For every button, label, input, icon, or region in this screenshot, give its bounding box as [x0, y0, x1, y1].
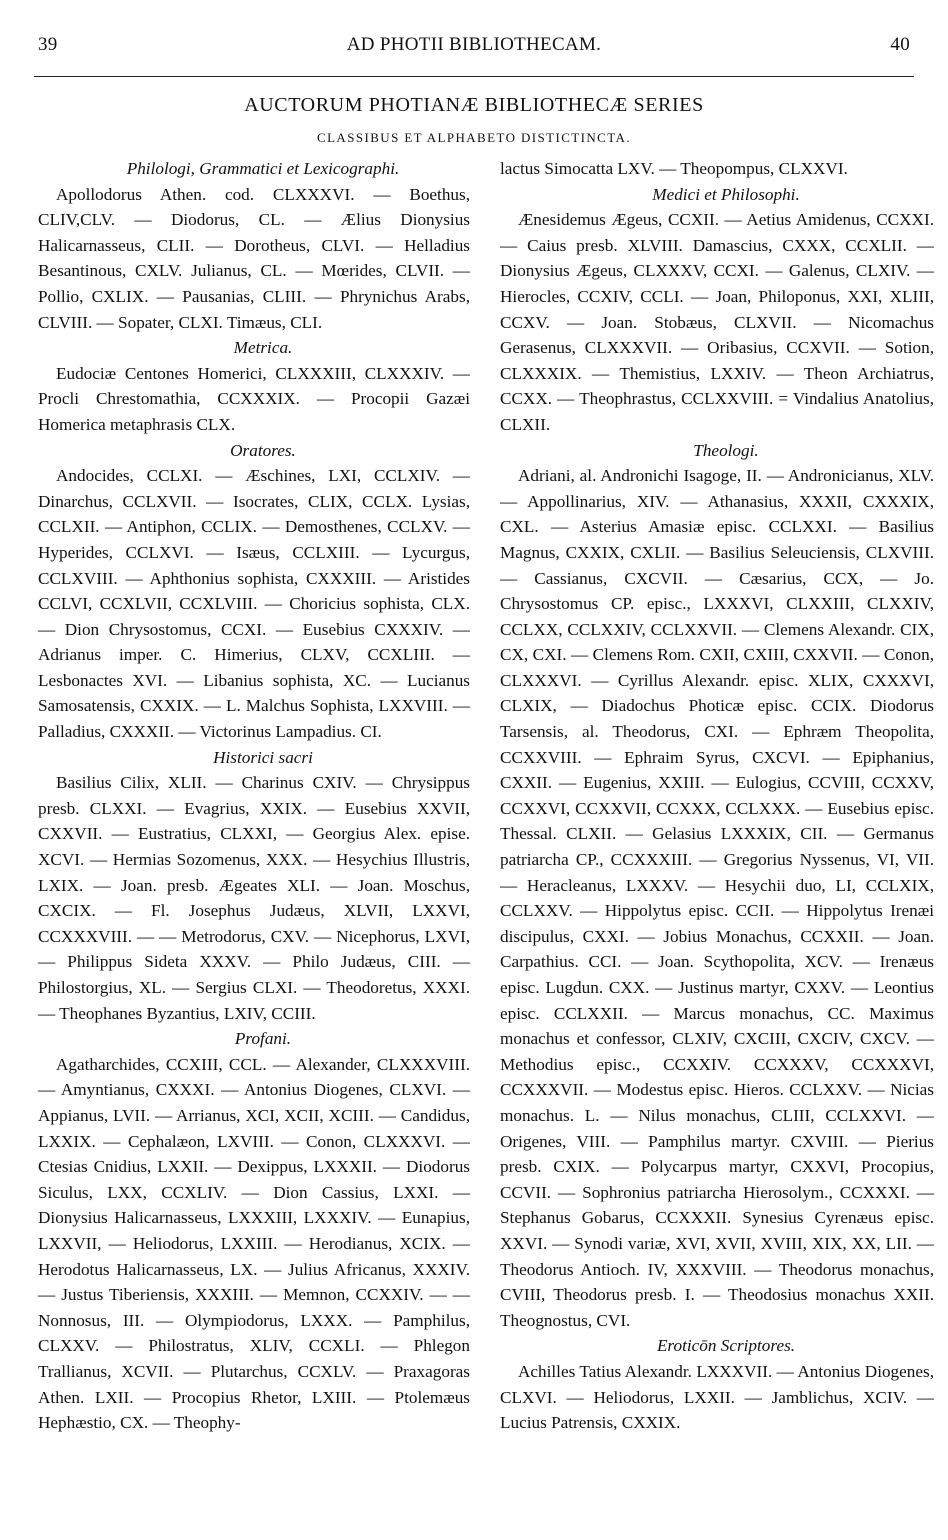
section-text: Ænesidemus Ægeus, CCXII. — Aetius Amidenus, CCXXI. — Caius presb. XLVIII. Damascius, CXXX, CCXLII. — Dionysius Ægeus, CLXXXV, CCXI. — Galenus, CLXIV. — Hierocles, CCXIV, CCLI. — Joan, Philoponus, XXI, XLIII, CCXV. — Joan. Stobæus, CLXVII. — Nicomachus Gerasenus, CLXXXVII. — Oribasius, CCXVII. — Sotion, CLXXXIX. — Themistius, LXXIV. — Theon Archiatrus, CCXX. — Theophrastus, CCLXXVIII. = Vindalius Anatolius, CLXII. [500, 210, 934, 434]
section-text: Eudociæ Centones Homerici, CLXXXIII, CLXXXIV. — Procli Chrestomathia, CCXXXIX. — Procopii Gazæi Homerica metaphrasis CLX. [38, 363, 470, 434]
section-text: Agatharchides, CCXIII, CCL. — Alexander, CLXXXVIII. — Amyntianus, CXXXI. — Antonius Diogenes, CLXVI. — Appianus, LVII. — Arrianus, XCI, XCII, XCIII. — Candidus, LXXIX. — Cephalæon, LXVIII. — Conon, CLXXXVI. — Ctesias Cnidius, LXXII. — Dexippus, LXXXII. — Diodorus Siculus, LXX, CCXLIV. — Dion Cassius, LXXI. — Dionysius Halicarnasseus, LXXXIII, LXXXIV. — Eunapius, LXXVII, — Heliodorus, LXXIII. — Herodianus, XCIX. — Herodotus Halicarnasseus, LX. — Julius Africanus, XXXIV. — Justus Tiberiensis, XXXIII. — Memnon, CCXXIV. — — Nonnosus, III. — Olympiodorus, LXXX. — Pamphilus, CLXXV. — Philostratus, XLIV, CCXLI. — Phlegon Trallianus, XCVII. — Plutarchus, CCXLV. — Praxagoras Athen. LXII. — Procopius Rhetor, LXIII. — Ptolemæus Hephæstio, CX. — Theophy- [38, 1054, 470, 1433]
page-subtitle: CLASSIBUS ET ALPHABETO DISTICTINCTA. [317, 130, 631, 145]
section-heading: Oratores. [230, 440, 296, 460]
section-text: Apollodorus Athen. cod. CLXXXVI. — Boethus, CLIV,CLV. — Diodorus, CL. — Ælius Dionysius Halicarnasseus, CLII. — Dorotheus, CLVI. — Helladius Besantinous, CXLV. Julianus, CL. — Mœrides, CLVII. — Pollio, CXLIX. — Pausanias, CLIII. — Phrynichus Arabs, CLVIII. — Sopater, CLXI. Timæus, CLI. [38, 184, 470, 332]
section-heading: Profani. [234, 1029, 292, 1049]
section-heading: Metrica. [233, 338, 293, 358]
left-column [38, 156, 470, 1436]
section-heading: Eroticōn Scriptores. [656, 1336, 796, 1356]
right-column [500, 156, 934, 1436]
page-number-right: 40 [890, 34, 910, 55]
page-number-left: 39 [38, 34, 58, 55]
section-text: Andocides, CCLXI. — Æschines, LXI, CCLXIV. — Dinarchus, CCLXVII. — Isocrates, CLIX, CCLX. Lysias, CCLXII. — Antiphon, CCLIX. — Demosthenes, CCLXV. — Hyperides, CCLXVI. — Isæus, CCLXIII. — Lycurgus, CCLXVIII. — Aphthonius sophista, CXXXIII. — Aristides CCLVI, CCXLVII, CCXLVIII. — Choricius sophista, CLX. — Dion Chrysostomus, CCXI. — Eusebius CXXXIV. — Adrianus imper. C. Himerius, CLXV, CCXLIII. — Lesbonactes XVI. — Libanius sophista, XC. — Lucianus Samosatensis, CXXIX. — L. Malchus Sophista, LXXVIII. — Palladius, CXXXII. — Victorinus Lampadius. CI. [38, 466, 470, 742]
continued-text: lactus Simocatta LXV. — Theopompus, CLXXVI. [500, 159, 848, 178]
section-text: Basilius Cilix, XLII. — Charinus CXIV. — Chrysippus presb. CLXXI. — Evagrius, XXIX. — Eusebius XXVII, CXXVII. — Eustratius, CLXXI, — Georgius Alex. epise. XCVI. — Hermias Sozomenus, XXX. — Hesychius Illustris, LXIX. — Joan. presb. Ægeates XLI. — Joan. Moschus, CXCIX. — Fl. Josephus Judæus, XLVII, LXXVI, CCXXXVIII. — — Metrodorus, CXV. — Nicephorus, LXVI, — Philippus Sideta XXXV. — Philo Judæus, CIII. — Philostorgius, XL. — Sergius CLXI. — Theodoretus, XXXI. — Theophanes Byzantius, LXIV, CCIII. [38, 773, 470, 1023]
running-title: AD PHOTII BIBLIOTHECAM. [346, 34, 602, 55]
running-header [38, 34, 910, 58]
header-rule [34, 76, 914, 77]
page-title: AUCTORUM PHOTIANÆ BIBLIOTHECÆ SERIES [244, 94, 704, 116]
section-heading: Medici et Philosophi. [652, 184, 800, 204]
section-heading: Historici sacri [213, 747, 313, 767]
section-heading: Theologi. [693, 440, 759, 460]
section-text: Adriani, al. Andronichi Isagoge, II. — Andronicianus, XLV. — Appollinarius, XIV. — Athanasius, XXXII, CXXXIX, CXL. — Asterius Amasiæ episc. CCLXXI. — Basilius Magnus, CXXIX, CXLII. — Basilius Seleuciensis, CLXVIII. — Cassianus, CXCVII. — Cæsarius, CCX, — Jo. Chrysostomus CP. episc., LXXXVI, CLXXIII, CLXXIV, CCLXX, CCLXXIV, CCLXXVII. — Clemens Alexandr. CIX, CX, CXI. — Clemens Rom. CXII, CXIII, CXXVII. — Conon, CLXXXVI. — Cyrillus Alexandr. episc. XLIX, CXXXVI, CLXIX, — Diadochus Photicæ episc. CCIX. Diodorus Tarsensis, al. Theodorus, CXI. — Ephræm Theopolita, CCXXVIII. — Ephraim Syrus, CXCVI. — Epiphanius, CXXII. — Eugenius, XXIII. — Eulogius, CCVIII, CCXXV, CCXXVI, CCXXVII, CCXXX, CCLXXX. — Eusebius episc. Thessal. CLXII. — Gelasius LXXXIX, CII. — Germanus patriarcha CP., CCXXXIII. — Gregorius Nyssenus, VI, VII. — Heracleanus, LXXXV. — Hesychii duo, LI, CCLXIX, CCLXXV. — Hippolytus episc. CCII. — Hippolytus Irenæi discipulus, CXXI. — Jobius Monachus, CCXXII. — Joan. Carpathius. CCI. — Joan. Scythopolita, XCV. — Irenæus episc. Lugdun. CXX. — Justinus martyr, CXXV. — Leontius episc. CCLXXII. — Marcus monachus, CC. Maximus monachus et confessor, CLXIV, CXCIII, CXCIV, CXCV. — Methodius episc., CCXXIV. CCXXXV, CCXXXVI, CCXXXVII. — Modestus episc. Hieros. CCLXXV. — Nicias monachus. L. — Nilus monachus, CLIII, CCLXXVI. — Origenes, VIII. — Pamphilus martyr. CXVIII. — Pierius presb. CXIX. — Polycarpus martyr, CXXVI, Procopius, CCVII. — Sophronius patriarcha Hierosolym., CCXXXI. — Stephanus Gobarus, CCXXXII. Synesius Cyrenæus episc. XXVI. — Synodi variæ, XVI, XVII, XVIII, XIX, XX, LII. — Theodorus Antioch. IV, XXXVIII. — Theodorus monachus, CVIII, Theodorus presb. I. — Theodosius monachus XXII. Theognostus, CVI. [500, 466, 934, 1330]
section-heading: Philologi, Grammatici et Lexicographi. [126, 159, 400, 178]
section-text: Achilles Tatius Alexandr. LXXXVII. — Antonius Diogenes, CLXVI. — Heliodorus, LXXII. — Jamblichus, XCIV. — Lucius Patrensis, CXXIX. [500, 1361, 934, 1433]
